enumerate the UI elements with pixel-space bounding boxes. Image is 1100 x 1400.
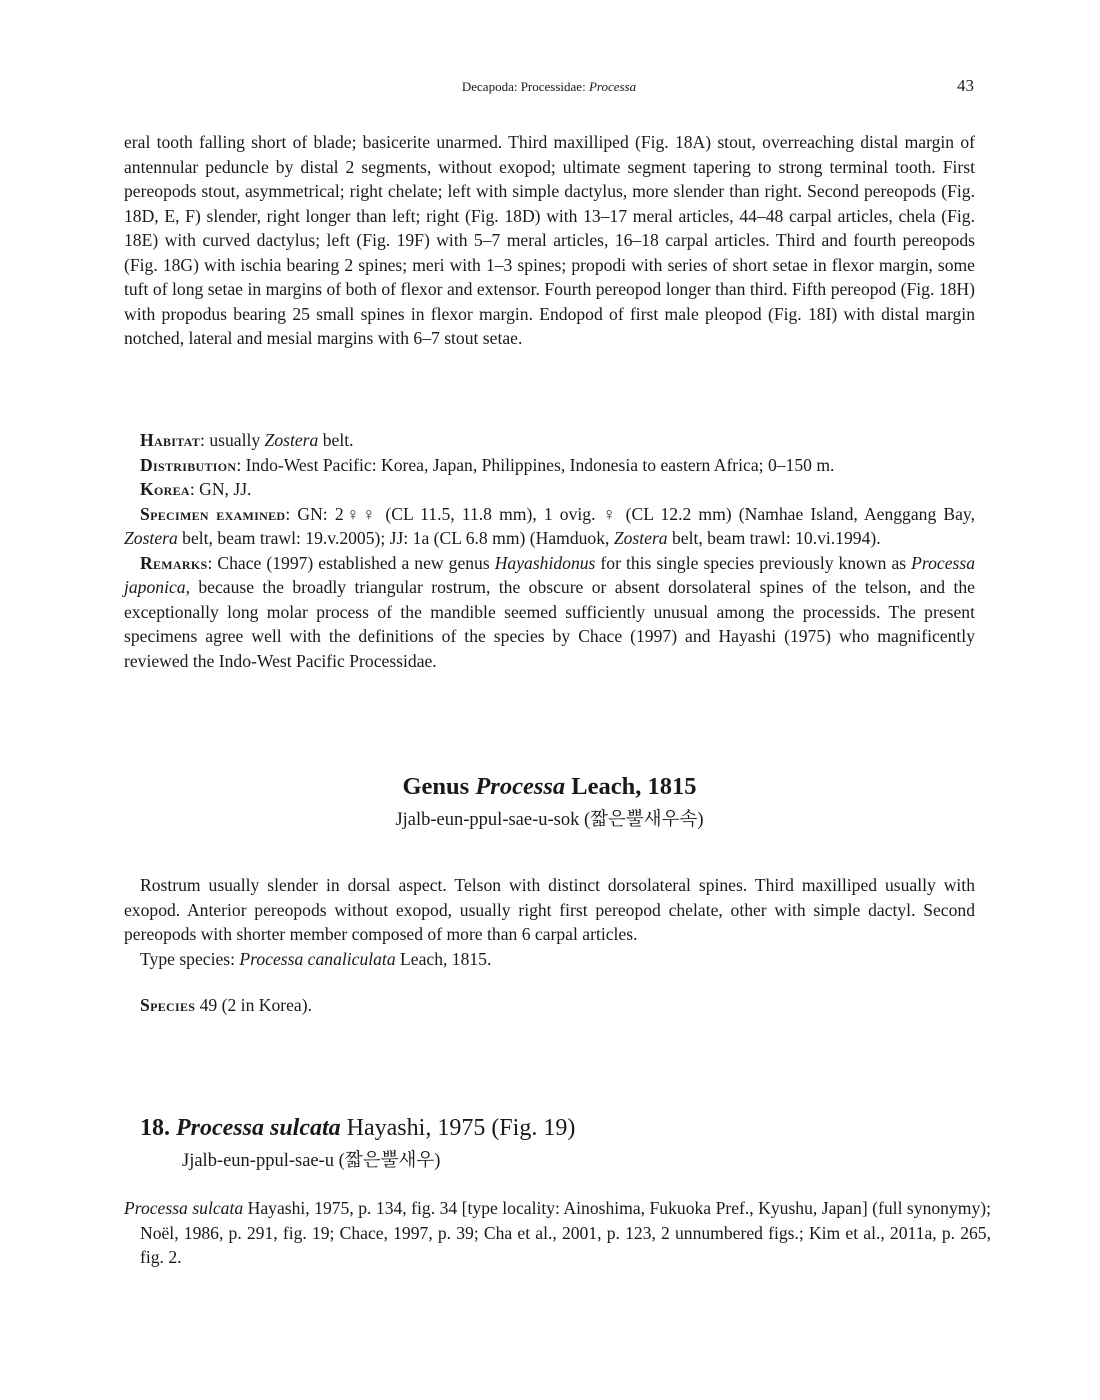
specimen-text-1: : GN: 2♀♀ (CL 11.5, 11.8 mm), 1 ovig. ♀ (CL 12.2 mm) (Namhae Island, Aenggang Bay, [285,503,975,524]
species-heading [140,1113,975,1143]
running-head-title [124,76,974,98]
specimen-paragraph [124,502,975,551]
running-head-text: Decapoda: Processidae: [461,79,589,94]
remarks-text-1: : Chace (1997) established a new genus [207,552,495,573]
habitat-post: belt. [318,430,354,450]
remarks-text-2: for this single species previously known as [595,552,912,573]
genus-heading-post: Leach, 1815 [565,773,697,800]
distribution-text: : Indo-West Pacific: Korea, Japan, Philippines, Indonesia to eastern Africa; 0–150 m. [236,454,835,475]
running-head-genus: Processa [588,79,637,94]
genus-description [124,873,975,1018]
type-species-post: Leach, 1815. [395,948,492,969]
species-count-line [124,993,975,1018]
habitat-italic: Zostera [264,430,319,450]
species-number: 18. [140,1115,170,1141]
distribution-label: Distribution [140,454,237,475]
synonymy-text: Hayashi, 1975, p. 134, fig. 34 [type locality: Ainoshima, Fukuoka Pref., Kyushu, Japan] (full synonymy); Noël, 1986, p. 291, fig. 19; Chace, 1997, p. 39; Cha et al., 2001, p. 123, 2 unnumbered figs.; Kim et al., 2011a, p. 265, fig. 2. [140,1198,991,1267]
distribution-line [124,453,975,478]
genus-heading-pre: Genus [402,773,476,800]
specimen-text-2: belt, beam trawl: 19.v.2005); JJ: 1a (CL 6.8 mm) (Hamduok, [177,528,614,548]
remarks-italic-2: Processa japonica [124,552,976,597]
specimen-label: Specimen examined [140,503,286,524]
specimen-italic-2: Zostera [613,528,668,548]
genus-heading [124,772,975,802]
type-species-italic: Processa canaliculata [239,948,396,969]
type-species-line [124,947,975,972]
species-heading-italic: Processa sulcata [176,1115,341,1141]
remarks-label: Remarks [140,552,208,573]
habitat-label: Habitat [140,430,201,450]
description-text: eral tooth falling short of blade; basicerite unarmed. Third maxilliped (Fig. 18A) stout, overreaching distal margin of antennular peduncle by distal 2 segments, without exopod; ultimate segment tapering to strong terminal tooth. First pereopods stout, asymmetrical; right chelate; left with simple dactylus, more slender than right. Second pereopods (Fig. 18D, E, F) slender, right longer than left; right (Fig. 18D) with 13–17 meral articles, 44–48 carpal articles, chela (Fig. 18E) with curved dactylus; left (Fig. 19F) with 5–7 meral articles, 16–18 carpal articles. Third and fourth pereopods (Fig. 18G) with ischia bearing 2 spines; meri with 1–3 spines; propodi with series of short setae in flexor margin, some tuft of long setae in margins of both of flexor and extensor. Fourth pereopod longer than third. Fifth pereopod (Fig. 18H) with propodus bearing 25 small spines in flexor margin. Endopod of first male pleopod (Fig. 18I) with distal margin notched, lateral and mesial margins with 6–7 stout setae. [124,132,975,348]
description-paragraph [124,130,975,351]
remarks-text-3: , because the broadly triangular rostrum, the obscure or absent dorsolateral spines of the telson, and the exceptionally long molar process of the mandible seemed sufficiently unusual among the processids. The present specimens agree well with the definitions of the species by Chace (1997) and Hayashi (1975) who magnificently reviewed the Indo-West Pacific Processidae. [124,577,975,671]
korea-text: : GN, JJ. [189,479,252,499]
synonymy-paragraph [124,1196,991,1270]
type-species-label: Type species: [140,948,240,969]
species-heading-author: Hayashi, 1975 (Fig. 19) [340,1115,576,1141]
korea-line [124,477,975,502]
remarks-italic-1: Hayashidonus [494,552,596,573]
specimen-italic-1: Zostera [124,528,178,548]
genus-description-text: Rostrum usually slender in dorsal aspect. Telson with distinct dorsolateral spines. Third maxilliped usually with exopod. Anterior pereopods without exopod, usually right first pereopod chelate, other with simple dactyl. Second pereopods with shorter member composed of more than 6 carpal articles. [124,875,975,944]
korea-label: Korea [140,479,190,499]
running-head [124,76,974,98]
habitat-text: : usually [200,430,265,450]
synonymy-italic: Processa sulcata [124,1198,244,1218]
habitat-line [124,428,975,453]
genus-heading-italic: Processa [475,773,566,800]
species-count-text: 49 (2 in Korea). [195,995,312,1015]
specimen-text-3: belt, beam trawl: 10.vi.1994). [667,528,881,548]
species-count-label: Species [140,995,196,1015]
page-number: 43 [957,76,974,95]
species-subtitle: Jjalb-eun-ppul-sae-u (짧은뿔새우) [182,1151,441,1171]
genus-subtitle: Jjalb-eun-ppul-sae-u-sok (짧은뿔새우속) [395,810,704,830]
remarks-paragraph [124,551,975,674]
species-details [124,428,975,673]
